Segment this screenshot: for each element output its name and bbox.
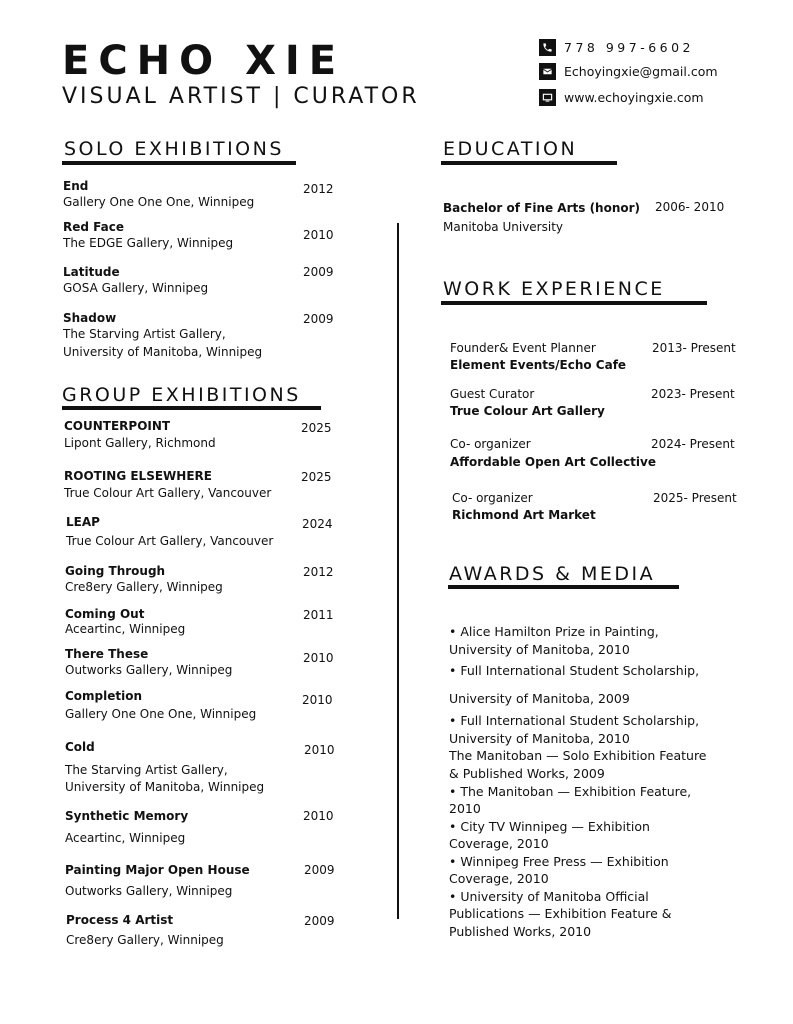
- award-line: • University of Manitoba Official: [449, 889, 649, 904]
- solo-exhibition-year: 2010: [303, 228, 334, 242]
- phone-icon: [539, 39, 556, 56]
- award-line: • Full International Student Scholarship,: [449, 713, 700, 728]
- solo-exhibition-year: 2009: [303, 265, 334, 279]
- work-organization: Element Events/Echo Cafe: [450, 358, 627, 372]
- group-exhibition-venue: Cre8ery Gallery, Winnipeg: [66, 933, 224, 947]
- work-role: Co- organizer: [452, 491, 533, 505]
- group-exhibition-venue: Outworks Gallery, Winnipeg: [65, 663, 233, 677]
- solo-exhibitions-heading: SOLO EXHIBITIONS: [64, 138, 284, 160]
- award-line: Publications — Exhibition Feature &: [449, 906, 672, 921]
- group-exhibition-title: Process 4 Artist: [66, 913, 174, 927]
- group-exhibition-venue: Aceartinc, Winnipeg: [65, 622, 186, 636]
- group-exhibition-venue: True Colour Art Gallery, Vancouver: [64, 486, 272, 500]
- group-exhibition-venue: Outworks Gallery, Winnipeg: [65, 884, 233, 898]
- group-exhibition-title: Going Through: [65, 564, 166, 578]
- group-exhibition-title: COUNTERPOINT: [64, 419, 171, 433]
- award-line: The Manitoban — Solo Exhibition Feature: [449, 748, 707, 763]
- education-years: 2006- 2010: [655, 200, 725, 214]
- education-heading-underline: [441, 161, 617, 165]
- award-line: • The Manitoban — Exhibition Feature,: [449, 784, 692, 799]
- award-line: 2010: [449, 801, 481, 816]
- group-exhibition-year: 2010: [304, 743, 335, 757]
- group-exhibition-year: 2025: [301, 421, 332, 435]
- work-role: Founder& Event Planner: [450, 341, 596, 355]
- group-exhibition-venue: Aceartinc, Winnipeg: [65, 831, 186, 845]
- column-divider: [397, 223, 399, 919]
- work-years: 2025- Present: [653, 491, 737, 505]
- group-exhibition-title: Synthetic Memory: [65, 809, 189, 823]
- monitor-icon: [539, 89, 556, 106]
- solo-exhibition-title: Latitude: [63, 265, 120, 279]
- work-years: 2023- Present: [651, 387, 735, 401]
- website-link[interactable]: www.echoyingxie.com: [564, 89, 704, 105]
- group-exhibition-year: 2011: [303, 608, 334, 622]
- solo-exhibition-venue: University of Manitoba, Winnipeg: [63, 345, 263, 359]
- group-exhibition-year: 2010: [303, 651, 334, 665]
- solo-exhibition-year: 2009: [303, 312, 334, 326]
- group-exhibition-title: Cold: [65, 740, 95, 754]
- solo-exhibition-title: Red Face: [63, 220, 124, 234]
- award-line: Coverage, 2010: [449, 871, 549, 886]
- group-exhibition-year: 2025: [301, 470, 332, 484]
- phone-number: 778 997-6602: [564, 39, 695, 55]
- award-line: • Full International Student Scholarship,: [449, 663, 700, 678]
- group-exhibition-year: 2010: [302, 693, 333, 707]
- group-exhibitions-heading: GROUP EXHIBITIONS: [62, 384, 301, 406]
- awards-heading-underline: [448, 585, 679, 589]
- work-years: 2013- Present: [652, 341, 736, 355]
- group-exhibition-year: 2009: [304, 863, 335, 877]
- group-exhibition-title: ROOTING ELSEWHERE: [64, 469, 212, 483]
- work-organization: True Colour Art Gallery: [450, 404, 605, 418]
- solo-exhibition-title: Shadow: [63, 311, 117, 325]
- solo-exhibition-venue: The EDGE Gallery, Winnipeg: [63, 236, 234, 250]
- work-role: Co- organizer: [450, 437, 531, 451]
- group-exhibition-venue: University of Manitoba, Winnipeg: [65, 780, 265, 794]
- group-heading-underline: [62, 406, 321, 410]
- award-line: University of Manitoba, 2010: [449, 642, 630, 657]
- group-exhibition-title: Painting Major Open House: [65, 863, 250, 877]
- group-exhibition-venue: The Starving Artist Gallery,: [65, 763, 228, 777]
- education-degree: Bachelor of Fine Arts (honor): [443, 201, 641, 215]
- solo-exhibition-venue: The Starving Artist Gallery,: [63, 327, 226, 341]
- work-organization: Affordable Open Art Collective: [450, 455, 656, 469]
- award-line: • City TV Winnipeg — Exhibition: [449, 819, 650, 834]
- solo-exhibition-venue: GOSA Gallery, Winnipeg: [63, 281, 209, 295]
- work-organization: Richmond Art Market: [452, 508, 596, 522]
- work-experience-heading: WORK EXPERIENCE: [443, 278, 665, 300]
- group-exhibition-title: There These: [65, 647, 149, 661]
- group-exhibition-venue: Gallery One One One, Winnipeg: [65, 707, 257, 721]
- resume-role: VISUAL ARTIST | CURATOR: [62, 84, 420, 109]
- awards-media-heading: AWARDS & MEDIA: [449, 563, 656, 585]
- award-line: Published Works, 2010: [449, 924, 592, 939]
- group-exhibition-title: Completion: [65, 689, 143, 703]
- work-heading-underline: [441, 301, 707, 305]
- solo-heading-underline: [62, 161, 296, 165]
- group-exhibition-venue: True Colour Art Gallery, Vancouver: [66, 534, 274, 548]
- education-school: Manitoba University: [443, 220, 564, 234]
- group-exhibition-year: 2024: [302, 517, 333, 531]
- award-line: University of Manitoba, 2010: [449, 731, 630, 746]
- work-role: Guest Curator: [450, 387, 535, 401]
- contact-phone: [539, 38, 694, 56]
- group-exhibition-venue: Lipont Gallery, Richmond: [64, 436, 216, 450]
- award-line: & Published Works, 2009: [449, 766, 605, 781]
- education-heading: EDUCATION: [443, 138, 578, 160]
- solo-exhibition-venue: Gallery One One One, Winnipeg: [63, 195, 255, 209]
- award-line: • Winnipeg Free Press — Exhibition: [449, 854, 669, 869]
- group-exhibition-year: 2009: [304, 914, 335, 928]
- resume-name: ECHO XIE: [62, 38, 346, 84]
- contact-website[interactable]: [539, 88, 704, 106]
- award-line: Coverage, 2010: [449, 836, 549, 851]
- solo-exhibition-title: End: [63, 179, 89, 193]
- group-exhibition-venue: Cre8ery Gallery, Winnipeg: [65, 580, 223, 594]
- group-exhibition-title: Coming Out: [65, 607, 145, 621]
- award-line: University of Manitoba, 2009: [449, 691, 630, 706]
- mail-icon: [539, 63, 556, 80]
- group-exhibition-year: 2010: [303, 809, 334, 823]
- award-line: • Alice Hamilton Prize in Painting,: [449, 624, 659, 639]
- contact-email[interactable]: [539, 62, 718, 80]
- group-exhibition-title: LEAP: [66, 515, 100, 529]
- work-years: 2024- Present: [651, 437, 735, 451]
- email-address[interactable]: Echoyingxie@gmail.com: [564, 63, 718, 79]
- group-exhibition-year: 2012: [303, 565, 334, 579]
- solo-exhibition-year: 2012: [303, 182, 334, 196]
